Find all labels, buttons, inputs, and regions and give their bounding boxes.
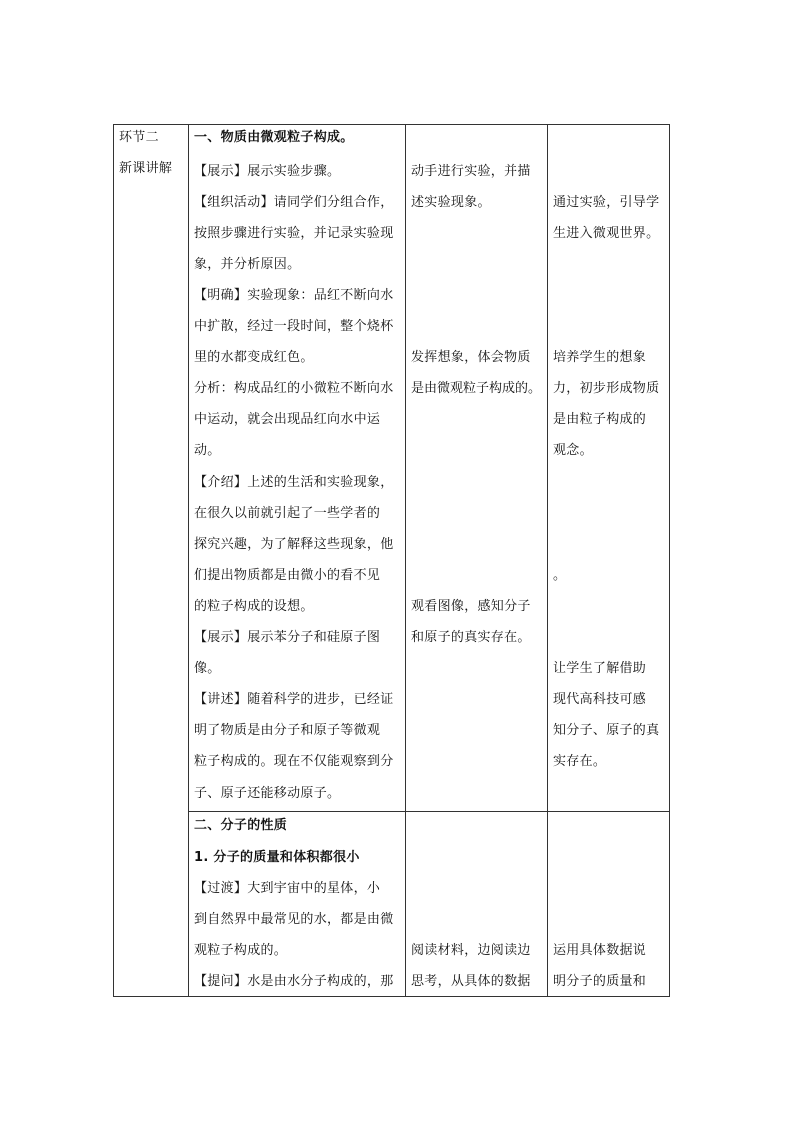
design-intent-line: 。 — [553, 568, 567, 583]
section-subheading: 1. 分子的质量和体积都很小 — [194, 850, 360, 865]
design-intent-line: 培养学生的想象 — [553, 350, 647, 365]
design-intent-line: 现代高科技可感 — [553, 692, 647, 707]
teacher-activity-line: 粒子构成的。现在不仅能观察到分 — [194, 754, 394, 769]
teacher-activity-line: 动。 — [194, 443, 221, 458]
student-activity-line: 阅读材料，边阅读边 — [411, 943, 531, 958]
student-activity-line: 发挥想象，体会物质 — [411, 350, 531, 365]
teacher-activity-line: 【讲述】随着科学的进步，已经证 — [194, 692, 394, 707]
column-divider — [188, 125, 189, 996]
stage-label: 环节二 — [119, 130, 159, 145]
teacher-activity-line: 【展示】展示实验步骤。 — [194, 164, 341, 179]
design-intent-line: 运用具体数据说 — [553, 943, 647, 958]
design-intent-line: 生进入微观世界。 — [553, 226, 660, 241]
teacher-activity-line: 象，并分析原因。 — [194, 257, 301, 272]
teacher-activity-line: 中扩散，经过一段时间，整个烧杯 — [194, 319, 394, 334]
design-intent-line: 明分子的质量和 — [553, 974, 647, 989]
column-divider — [547, 125, 548, 996]
stage-label: 新课讲解 — [119, 161, 173, 176]
column-divider — [405, 125, 406, 996]
teacher-activity-line: 像。 — [194, 661, 221, 676]
lesson-plan-table — [113, 124, 670, 997]
student-activity-line: 述实验现象。 — [411, 195, 491, 210]
student-activity-line: 动手进行实验，并描 — [411, 164, 531, 179]
teacher-activity-line: 【过渡】大到宇宙中的星体，小 — [194, 881, 381, 896]
row-divider — [188, 811, 669, 812]
teacher-activity-line: 【介绍】上述的生活和实验现象， — [194, 475, 394, 490]
section-heading: 一、物质由微观粒子构成。 — [194, 130, 354, 145]
teacher-activity-line: 【展示】展示苯分子和硅原子图 — [194, 630, 381, 645]
design-intent-line: 实存在。 — [553, 754, 607, 769]
student-activity-line: 和原子的真实存在。 — [411, 630, 531, 645]
teacher-activity-line: 里的水都变成红色。 — [194, 350, 314, 365]
teacher-activity-line: 们提出物质都是由微小的看不见 — [194, 568, 381, 583]
student-activity-line: 思考，从具体的数据 — [411, 974, 531, 989]
teacher-activity-line: 【提问】水是由水分子构成的，那 — [194, 974, 394, 989]
teacher-activity-line: 中运动，就会出现品红向水中运 — [194, 412, 381, 427]
teacher-activity-line: 的粒子构成的设想。 — [194, 599, 314, 614]
teacher-activity-line: 子、原子还能移动原子。 — [194, 786, 341, 801]
design-intent-line: 力，初步形成物质 — [553, 381, 660, 396]
design-intent-line: 知分子、原子的真 — [553, 723, 660, 738]
teacher-activity-line: 到自然界中最常见的水，都是由微 — [194, 912, 394, 927]
teacher-activity-line: 在很久以前就引起了一些学者的 — [194, 506, 381, 521]
teacher-activity-line: 【明确】实验现象：品红不断向水 — [194, 288, 394, 303]
teacher-activity-line: 分析：构成品红的小微粒不断向水 — [194, 381, 394, 396]
teacher-activity-line: 明了物质是由分子和原子等微观 — [194, 723, 381, 738]
student-activity-line: 观看图像，感知分子 — [411, 599, 531, 614]
teacher-activity-line: 【组织活动】请同学们分组合作， — [194, 195, 394, 210]
teacher-activity-line: 探究兴趣，为了解释这些现象，他 — [194, 537, 394, 552]
section-heading: 二、分子的性质 — [194, 818, 288, 833]
teacher-activity-line: 观粒子构成的。 — [194, 943, 288, 958]
design-intent-line: 是由粒子构成的 — [553, 412, 647, 427]
teacher-activity-line: 按照步骤进行实验，并记录实验现 — [194, 226, 394, 241]
design-intent-line: 通过实验，引导学 — [553, 195, 660, 210]
design-intent-line: 让学生了解借助 — [553, 661, 647, 676]
student-activity-line: 是由微观粒子构成的。 — [411, 381, 542, 396]
design-intent-line: 观念。 — [553, 443, 593, 458]
